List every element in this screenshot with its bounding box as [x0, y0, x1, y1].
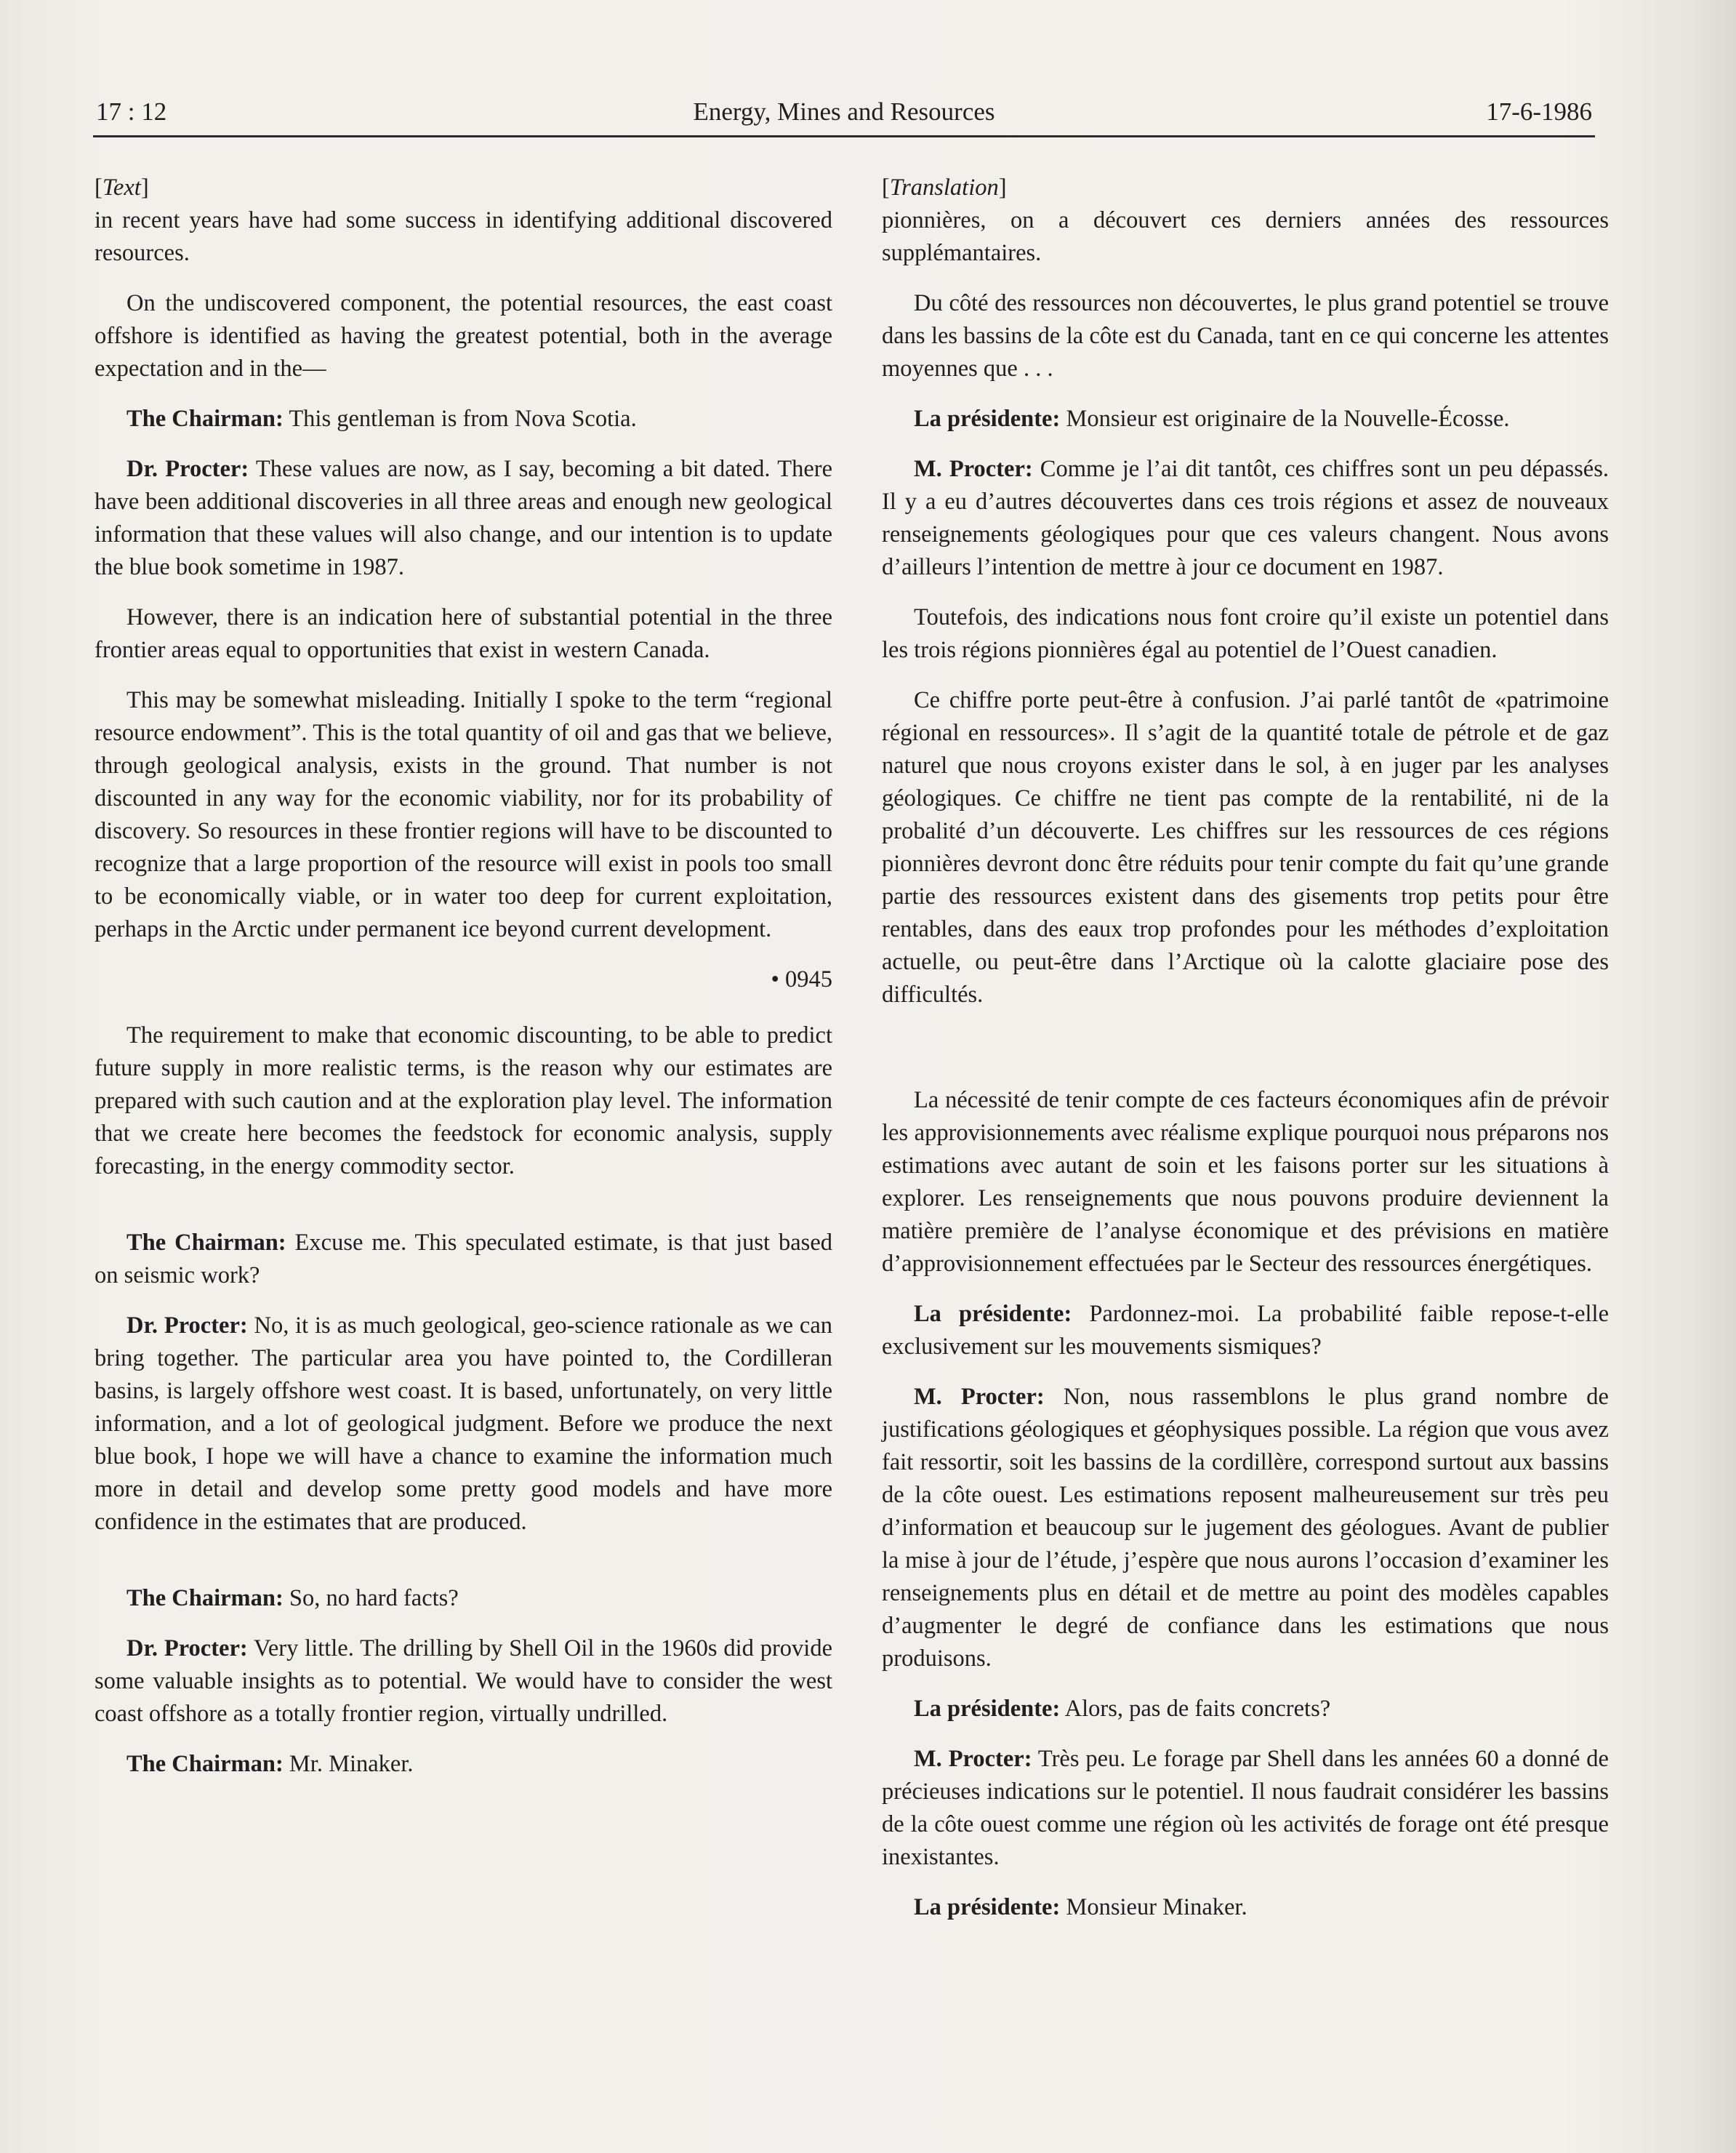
speech-paragraph — [882, 403, 1609, 436]
speech-text: Mr. Minaker. — [283, 1751, 414, 1777]
speaker-name: The Chairman: — [126, 1751, 284, 1777]
paragraph: Ce chiffre porte peut-être à confusion. J’ai parlé tantôt de «patrimoine régional en ressources». Il s’agit de la quantité totale de pétrole et de gaz naturel que nous croyons exister dans le sol, à en juger par les analyses géologiques. Ce chiffre ne tient pas compte de la rentabilité, ni de la probalité d’un découverte. Les chiffres sur les ressources de ces régions pionnières devront donc être réduits pour tenir compte du fait qu’une grande partie des ressources existent dans des gisements trop petits pour être rentables, dans des eaux trop profondes pour les méthodes d’exploitation actuelle, ou peut-être dans l’Arctique où la calotte glaciaire pose des difficultés. — [882, 687, 1609, 1008]
speech-paragraph — [882, 1693, 1609, 1725]
speaker-name: La présidente: — [914, 1696, 1061, 1722]
speech-text: Non, nous rassemblons le plus grand nombre de justifications géologiques et géophysiques possible. La région que vous avez fait ressortir, soit les bassins de la cordillère, correspond surtout aux bassins de la côte ouest. Les estimations reposent malheureusement sur très peu d’information et beaucoup sur le jugement des géologues. Avant de publier la mise à jour de l’étude, j’espère que nous aurons l’occasion d’examiner les renseignements plus en détail et de mettre au point des modèles capables d’augmenter le degré de confiance dans les estimations que nous produisons. — [882, 1384, 1609, 1672]
paragraph: Toutefois, des indications nous font croire qu’il existe un potentiel dans les trois régions pionnières égal au potentiel de l’Ouest canadien. — [882, 604, 1609, 663]
speech-paragraph — [95, 1227, 832, 1292]
column-label: [Text] — [95, 175, 149, 201]
speech-text: Pardonnez-moi. La probabilité faible repose-t-elle exclusivement sur les mouvements sismiques? — [882, 1301, 1609, 1360]
paragraph: pionnières, on a découvert ces derniers années des ressources supplémantaires. — [882, 207, 1609, 266]
paragraph: in recent years have had some success in identifying additional discovered resources. — [95, 207, 832, 266]
paragraph: The requirement to make that economic discounting, to be able to predict future supply in more realistic terms, is the reason why our estimates are prepared with such caution and at the exploration play level. The information that we create here becomes the feedstock for economic analysis, supply forecasting, in the energy commodity sector. — [95, 1022, 832, 1179]
paragraph: On the undiscovered component, the potential resources, the east coast offshore is identified as having the greatest potential, both in the average expectation and in the— — [95, 290, 832, 382]
speech-text: These values are now, as I say, becoming a bit dated. There have been additional discoveries in all three areas and enough new geological information that these values will also change, and our intention is to update the blue book sometime in 1987. — [95, 456, 832, 580]
speech-paragraph — [95, 1748, 832, 1781]
paragraph: Du côté des ressources non découvertes, le plus grand potentiel se trouve dans les bassins de la côte est du Canada, tant en ce qui concerne les attentes moyennes que . . . — [882, 290, 1609, 382]
speaker-name: The Chairman: — [126, 1230, 286, 1256]
speaker-name: The Chairman: — [126, 1585, 284, 1611]
speaker-name: Dr. Procter: — [126, 1635, 248, 1661]
speaker-name: M. Procter: — [914, 1746, 1032, 1772]
speech-text: Very little. The drilling by Shell Oil in the 1960s did provide some valuable insights as to potential. We would have to consider the west coast offshore as a totally frontier region, virtually undrilled. — [95, 1635, 832, 1727]
speech-paragraph — [882, 453, 1609, 584]
speaker-name: M. Procter: — [914, 456, 1033, 482]
french-column — [882, 172, 1609, 1941]
page-number: 17 : 12 — [96, 97, 167, 126]
paragraph: This may be somewhat misleading. Initially I spoke to the term “regional resource endowment”. This is the total quantity of oil and gas that we believe, through geological analysis, exists in the ground. That number is not discounted in any way for the economic viability, nor for its probability of discovery. So resources in these frontier regions will have to be discounted to recognize that a large proportion of the resource will exist in pools too small to be economically viable, or in water too deep for current exploitation, perhaps in the Arctic under permanent ice beyond current development. — [95, 687, 832, 942]
paragraph: La nécessité de tenir compte de ces facteurs économiques afin de prévoir les approvisionnements avec réalisme explique pourquoi nous préparons nos estimations avec autant de soin et les faisons porter sur les situations à explorer. Les renseignements que nous pouvons produire deviennent la matière première de l’analyse économique et des prévisions en matière d’approvisionnement effectuées par le Secteur des ressources énergétiques. — [882, 1087, 1609, 1277]
speech-text: Monsieur Minaker. — [1060, 1894, 1247, 1920]
speech-paragraph — [882, 1298, 1609, 1363]
speech-text: Alors, pas de faits concrets? — [1060, 1696, 1331, 1722]
speech-text: Très peu. Le forage par Shell dans les années 60 a donné de précieuses indications sur le potentiel. Il nous faudrait considérer les bassins de la côte ouest comme une région où les activités de forage ont été presque inexistantes. — [882, 1746, 1609, 1870]
spacer — [95, 1556, 832, 1582]
speaker-name: Dr. Procter: — [126, 456, 249, 482]
speech-paragraph — [95, 453, 832, 584]
english-column — [95, 172, 832, 1798]
time-marker: • 0945 — [771, 966, 832, 993]
speech-text: Monsieur est originaire de la Nouvelle-Écosse. — [1060, 406, 1510, 432]
column-label-text: Translation — [889, 175, 999, 201]
column-label: [Translation] — [882, 175, 1007, 201]
spacer — [95, 1200, 832, 1227]
speech-text: Excuse me. This speculated estimate, is that just based on seismic work? — [95, 1230, 832, 1288]
speech-paragraph — [95, 1582, 832, 1615]
speech-text: Comme je l’ai dit tantôt, ces chiffres sont un peu dépassés. Il y a eu d’autres découvertes dans ces trois régions et assez de nouveaux renseignements géologiques pour que ces valeurs changent. Nous avons d’ailleurs l’intention de mettre à jour ce document en 1987. — [882, 456, 1609, 580]
running-title: Energy, Mines and Resources — [693, 97, 995, 126]
speech-text: So, no hard facts? — [283, 1585, 459, 1611]
speech-paragraph — [95, 403, 832, 436]
speech-paragraph — [95, 1310, 832, 1539]
speaker-name: Dr. Procter: — [126, 1312, 248, 1339]
speech-text: This gentleman is from Nova Scotia. — [283, 406, 637, 432]
header-date: 17-6-1986 — [1486, 97, 1592, 126]
column-label-text: Text — [102, 175, 141, 201]
speaker-name: La présidente: — [914, 1301, 1072, 1327]
page-header — [93, 92, 1595, 137]
speaker-name: La présidente: — [914, 1894, 1061, 1920]
speaker-name: M. Procter: — [914, 1384, 1045, 1410]
speaker-name: The Chairman: — [126, 406, 284, 432]
speaker-name: La présidente: — [914, 406, 1061, 432]
paragraph: However, there is an indication here of substantial potential in the three frontier areas equal to opportunities that exist in western Canada. — [95, 604, 832, 663]
speech-paragraph — [882, 1381, 1609, 1675]
speech-paragraph — [882, 1743, 1609, 1874]
speech-text: No, it is as much geological, geo-science rationale as we can bring together. The particular area you have pointed to, the Cordilleran basins, is largely offshore west coast. It is based, unfortunately, on very little information, and a lot of geological judgment. Before we produce the next blue book, I hope we will have a chance to examine the information much more in detail and develop some pretty good models and have more confidence in the estimates that are produced. — [95, 1312, 832, 1535]
spacer — [882, 1029, 1609, 1084]
speech-paragraph — [95, 1632, 832, 1731]
speech-paragraph — [882, 1891, 1609, 1924]
